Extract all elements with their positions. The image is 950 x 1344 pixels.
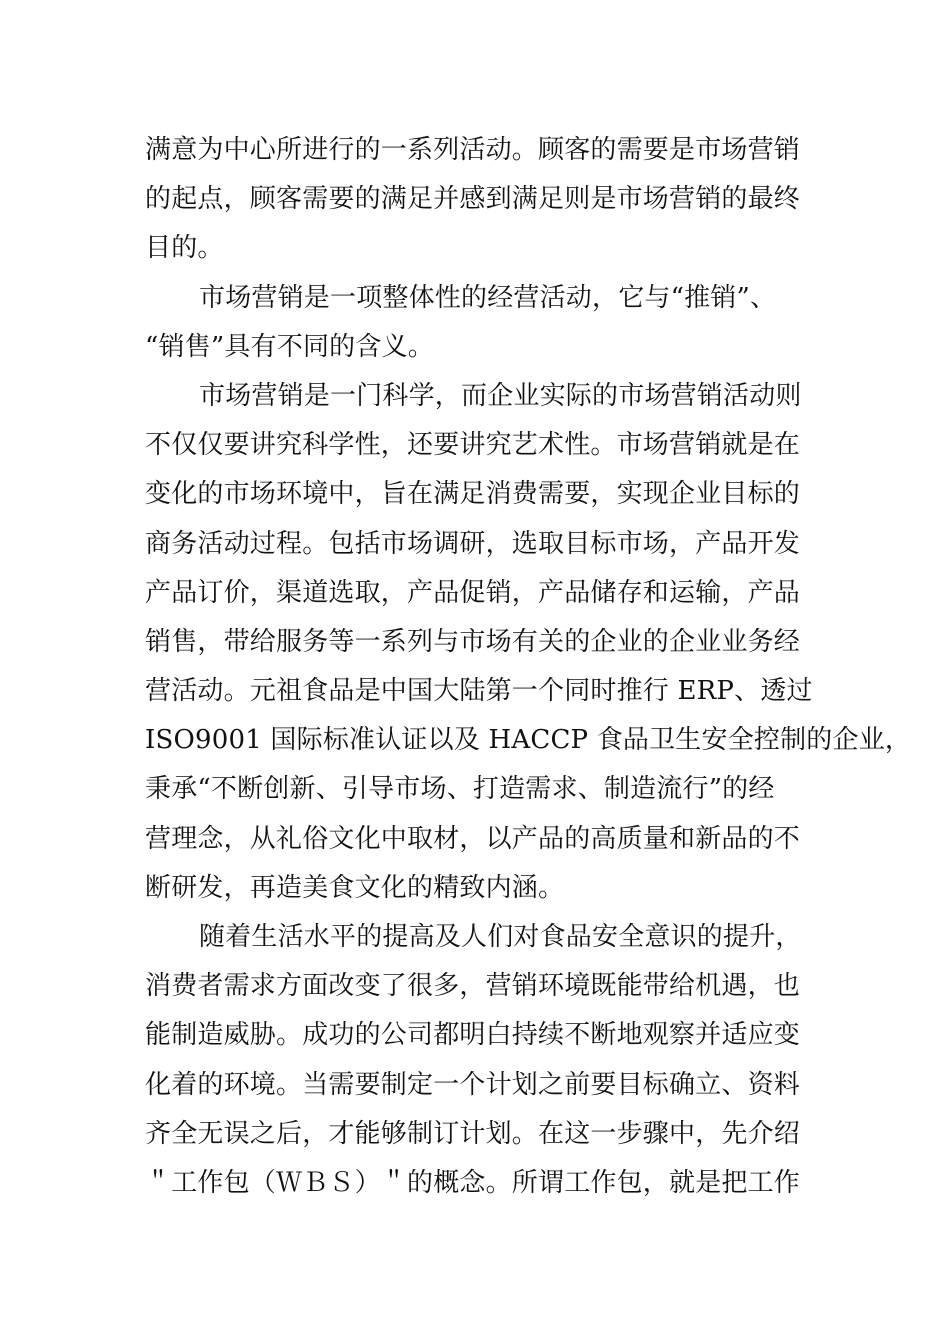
text-line: 齐全无误之后，才能够制订计划。在这一步骤中，先介绍	[145, 1118, 801, 1149]
text-line: “销售”具有不同的含义。	[145, 331, 434, 362]
text-line: ＂工作包（ＷＢＳ）＂的概念。所谓工作包，就是把工作	[145, 1167, 801, 1198]
text-line: 市场营销是一门科学，而企业实际的市场营销活动则	[199, 380, 802, 411]
text-line: 营理念，从礼俗文化中取材，以产品的高质量和新品的不	[145, 823, 801, 854]
paragraph-1	[145, 126, 825, 274]
document-body	[145, 126, 912, 1208]
text-line: 随着生活水平的提高及人们对食品安全意识的提升，	[199, 922, 802, 952]
text-line: 营活动。元祖食品是中国大陆第一个同时推行 ERP、透过	[145, 676, 813, 707]
text-line: 市场营销是一项整体性的经营活动，它与“推销”、	[199, 282, 777, 313]
text-line: 变化的市场环境中，旨在满足消费需要，实现企业目标的	[145, 479, 801, 510]
text-line: 目的。	[145, 233, 224, 264]
text-line: 断研发，再造美食文化的精致内涵。	[145, 872, 565, 903]
text-line: 满意为中心所进行的一系列活动。顾客的需要是市场营销	[145, 135, 801, 165]
paragraph-3	[145, 372, 912, 913]
text-line: ISO9001 国际标准认证以及 HACCP 食品卫生安全控制的企业，	[145, 725, 912, 756]
text-line: 产品订价，渠道选取，产品促销，产品储存和运输，产品	[145, 577, 801, 608]
text-line: 能制造威胁。成功的公司都明白持续不断地观察并适应变	[145, 1020, 801, 1051]
paragraph-4	[145, 913, 825, 1208]
text-line: 商务活动过程。包括市场调研，选取目标市场，产品开发	[145, 528, 801, 559]
text-line: 秉承“不断创新、引导市场、打造需求、制造流行”的经	[145, 774, 775, 805]
text-line: 销售，带给服务等一系列与市场有关的企业的企业业务经	[145, 626, 801, 657]
text-line: 化着的环境。当需要制定一个计划之前要目标确立、资料	[145, 1069, 801, 1100]
text-line: 不仅仅要讲究科学性，还要讲究艺术性。市场营销就是在	[145, 430, 801, 461]
text-line: 的起点，顾客需要的满足并感到满足则是市场营销的最终	[145, 184, 801, 215]
text-line: 消费者需求方面改变了很多，营销环境既能带给机遇，也	[145, 971, 801, 1002]
paragraph-2	[145, 274, 825, 372]
